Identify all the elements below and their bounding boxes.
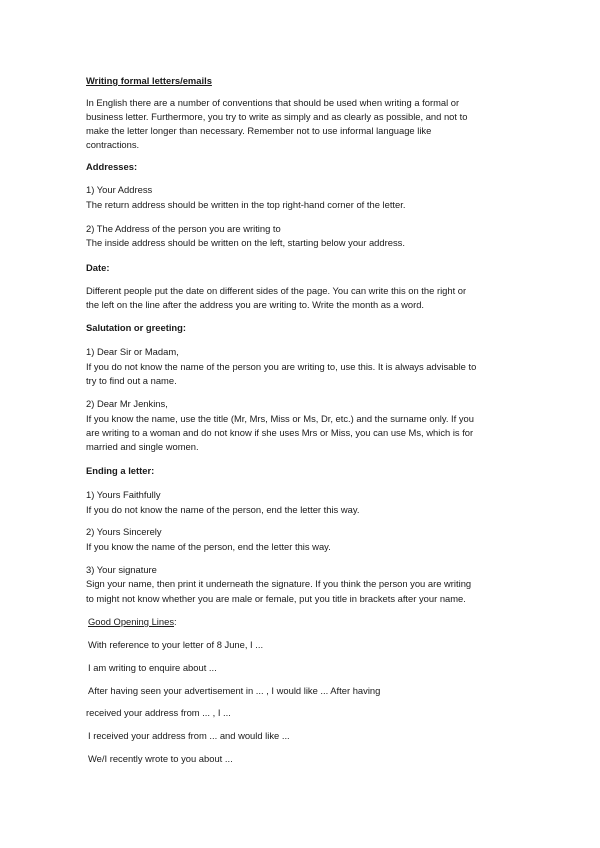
- ending-item1-text: If you do not know the name of the person, end the letter this way.: [86, 504, 360, 515]
- addresses-item2-title: 2) The Address of the person you are writing to: [86, 223, 281, 234]
- ending-item2-title: 2) Yours Sincerely: [86, 526, 162, 537]
- opening-line: I received your address from ... and would like ...: [88, 730, 290, 741]
- addresses-item1-title: 1) Your Address: [86, 184, 153, 195]
- ending-heading: Ending a letter:: [86, 465, 155, 476]
- ending-item2-text: If you know the name of the person, end the letter this way.: [86, 541, 331, 552]
- document-title: Writing formal letters/emails: [86, 75, 212, 86]
- ending-item3-line: Sign your name, then print it underneath the signature. If you think the person you are writing: [86, 578, 472, 589]
- addresses-item2-text: The inside address should be written on the left, starting below your address.: [86, 237, 405, 248]
- opening-line: With reference to your letter of 8 June, I ...: [88, 639, 264, 650]
- addresses-item1-text: The return address should be written in the top right-hand corner of the letter.: [86, 199, 406, 210]
- intro-line: business letter. Furthermore, you try to write as simply and as clearly as possible, and not to: [86, 111, 468, 122]
- opening-heading-text: Good Opening Lines: [88, 616, 175, 627]
- date-line: the left on the line after the address you are writing to. Write the month as a word.: [86, 299, 425, 310]
- ending-item1-title: 1) Yours Faithfully: [86, 489, 161, 500]
- salutation-item1-line: If you do not know the name of the person you are writing to, use this. It is always advisable to: [86, 361, 477, 372]
- salutation-item1-title: 1) Dear Sir or Madam,: [86, 346, 179, 357]
- opening-heading-colon: :: [174, 616, 177, 627]
- intro-line: contractions.: [86, 139, 140, 150]
- salutation-item2-line: married and single women.: [86, 441, 199, 452]
- addresses-heading: Addresses:: [86, 161, 138, 172]
- ending-item3-title: 3) Your signature: [86, 564, 157, 575]
- opening-line: received your address from ... , I ...: [86, 707, 231, 718]
- intro-line: In English there are a number of conventions that should be used when writing a formal or: [86, 97, 460, 108]
- salutation-item2-title: 2) Dear Mr Jenkins,: [86, 398, 168, 409]
- salutation-item1-line: try to find out a name.: [86, 375, 177, 386]
- date-heading: Date:: [86, 262, 110, 273]
- opening-line: I am writing to enquire about ...: [88, 662, 217, 673]
- salutation-item2-line: If you know the name, use the title (Mr, Mrs, Miss or Ms, Dr, etc.) and the surname only. If you: [86, 413, 474, 424]
- opening-line: We/I recently wrote to you about ...: [88, 753, 233, 764]
- date-line: Different people put the date on different sides of the page. You can write this on the right or: [86, 285, 467, 296]
- opening-line: After having seen your advertisement in ... , I would like ... After having: [88, 685, 381, 696]
- salutation-heading: Salutation or greeting:: [86, 322, 187, 333]
- ending-item3-line: to might not know whether you are male or female, put you title in brackets after your name.: [86, 593, 466, 604]
- intro-line: make the letter longer than necessary. Remember not to use informal language like: [86, 125, 432, 136]
- salutation-item2-line: are writing to a woman and do not know if she uses Mrs or Miss, you can use Ms, which is for: [86, 427, 474, 438]
- opening-heading: [88, 615, 177, 629]
